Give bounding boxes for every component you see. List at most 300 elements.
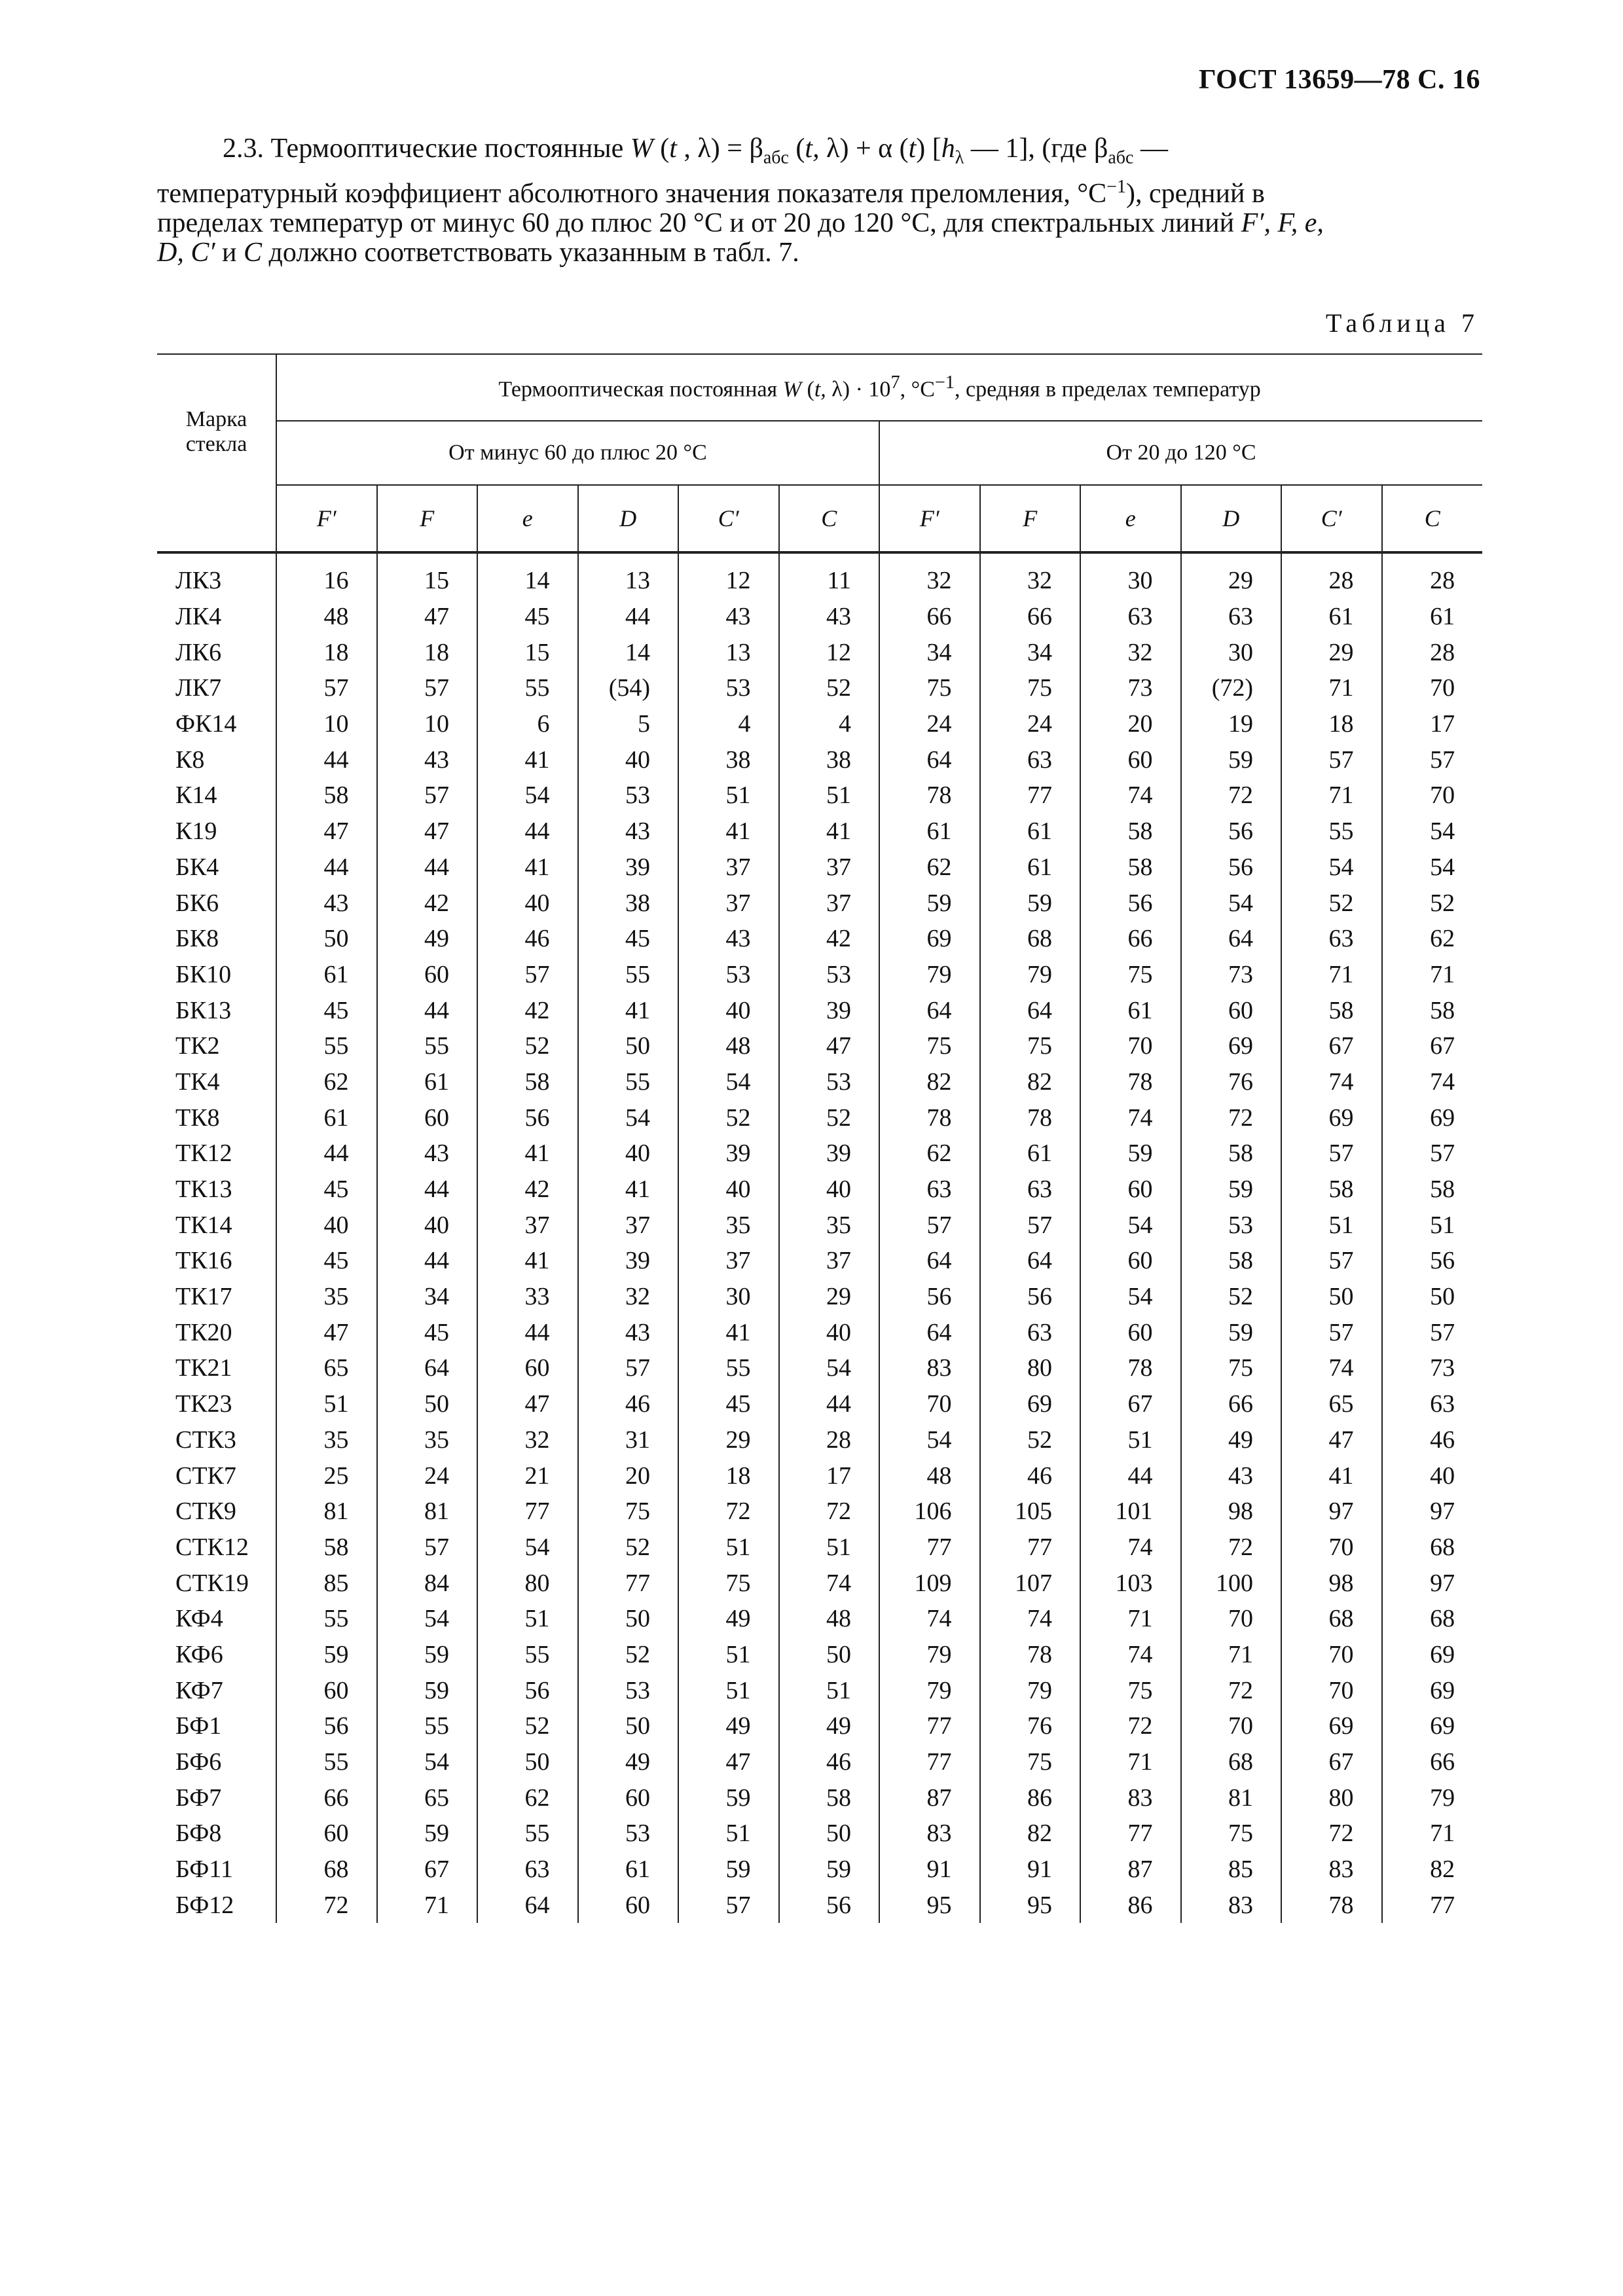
value-cell: 51 [779,778,880,814]
value-cell: 68 [1281,1601,1382,1637]
value-cell: 74 [1382,1064,1483,1100]
text-span: 2.3. Термооптические постоянные [223,134,630,164]
value-cell: 55 [477,1816,578,1852]
table-row [157,1494,1482,1530]
value-cell: 67 [1080,1386,1181,1422]
symbol-W: W [782,377,802,402]
value-cell: 32 [879,552,980,599]
value-cell: 69 [879,921,980,957]
value-cell: 48 [678,1028,779,1064]
table-row [157,599,1482,635]
header-range-2: От 20 до 120 °С [879,421,1482,485]
glass-grade-cell: ЛК3 [175,567,222,595]
value-cell: 53 [678,670,779,706]
value-cell: 52 [678,1100,779,1136]
header-range-1: От минус 60 до плюс 20 °С [276,421,879,485]
value-cell: 60 [377,1100,478,1136]
value-cell: 97 [1382,1494,1483,1530]
value-cell: 59 [879,885,980,921]
symbol-h: h [941,134,955,164]
text-span: ) [ [916,134,941,164]
value-cell: 56 [1382,1243,1483,1279]
text-span: , λ) = β [676,134,763,164]
value-cell: 53 [779,1064,880,1100]
table-row [157,1672,1482,1708]
value-cell: 61 [578,1852,679,1888]
value-cell: 54 [1080,1279,1181,1315]
value-cell: 17 [1382,706,1483,742]
glass-grade-cell: ЛК4 [175,603,222,631]
value-cell: 44 [578,599,679,635]
value-cell: 69 [1382,1100,1483,1136]
value-cell: 50 [1281,1279,1382,1315]
value-cell: 30 [678,1279,779,1315]
value-cell: 55 [578,1064,679,1100]
value-cell: 34 [377,1279,478,1315]
glass-grade-cell: ТК21 [175,1354,232,1382]
header-spectral-lines [157,485,1482,552]
value-cell: 59 [1181,1172,1282,1208]
value-cell: 51 [678,778,779,814]
value-cell: 12 [779,634,880,670]
value-cell: 18 [276,634,377,670]
value-cell: 73 [1181,957,1282,993]
value-cell: 61 [980,850,1081,886]
value-cell: 53 [1181,1207,1282,1243]
value-cell: 37 [779,850,880,886]
value-cell: 79 [879,1637,980,1673]
value-cell: 64 [477,1887,578,1923]
value-cell: 43 [1181,1458,1282,1494]
value-cell: 58 [1181,1136,1282,1172]
table-row [157,670,1482,706]
value-cell: 61 [879,814,980,850]
text-span: λ) · 10 [826,377,891,402]
value-cell: 61 [276,957,377,993]
table-row [157,1708,1482,1744]
value-cell: 52 [779,670,880,706]
value-cell: 71 [377,1887,478,1923]
value-cell: 58 [1181,1243,1282,1279]
column-header-line: C′ [1281,485,1382,552]
value-cell: 40 [477,885,578,921]
value-cell: 63 [980,1314,1081,1350]
value-cell: 58 [1281,1172,1382,1208]
value-cell: 45 [377,1314,478,1350]
value-cell: 10 [377,706,478,742]
value-cell: 74 [1080,1530,1181,1566]
value-cell: 50 [779,1637,880,1673]
value-cell: 75 [1080,1672,1181,1708]
value-cell: 82 [980,1816,1081,1852]
symbol-t: t, [814,377,826,402]
table-row [157,1028,1482,1064]
value-cell: 83 [1181,1887,1282,1923]
spectral-lines: D, C′ [157,238,215,268]
value-cell: 37 [578,1207,679,1243]
value-cell: 58 [1382,992,1483,1028]
value-cell: 69 [1181,1028,1282,1064]
table-row [157,1744,1482,1780]
value-cell: 61 [980,814,1081,850]
value-cell: 58 [1080,814,1181,850]
value-cell: 57 [1281,1243,1382,1279]
value-cell: 32 [477,1422,578,1458]
value-cell: 44 [276,742,377,778]
value-cell: 67 [1281,1028,1382,1064]
table-row [157,1530,1482,1566]
value-cell: 57 [678,1887,779,1923]
value-cell: 98 [1181,1494,1282,1530]
value-cell: 43 [678,599,779,635]
table-row [157,706,1482,742]
value-cell: 95 [980,1887,1081,1923]
value-cell: 53 [678,957,779,993]
value-cell: 58 [276,778,377,814]
value-cell: 15 [477,634,578,670]
value-cell: 64 [879,1243,980,1279]
column-header-line: C′ [678,485,779,552]
column-header-line: D [1181,485,1282,552]
value-cell: 67 [1281,1744,1382,1780]
table-row [157,1207,1482,1243]
value-cell: 72 [1181,778,1282,814]
value-cell: 80 [1281,1780,1382,1816]
value-cell: 35 [779,1207,880,1243]
value-cell: 72 [678,1494,779,1530]
value-cell: 83 [879,1816,980,1852]
value-cell: 74 [1080,1100,1181,1136]
data-table [157,353,1482,1923]
value-cell: 51 [678,1672,779,1708]
value-cell: 61 [1080,992,1181,1028]
value-cell: 78 [980,1637,1081,1673]
value-cell: 74 [1080,1637,1181,1673]
value-cell: 58 [1382,1172,1483,1208]
value-cell: 40 [779,1172,880,1208]
value-cell: 49 [678,1601,779,1637]
symbol-t: t [908,134,917,164]
value-cell: 48 [779,1601,880,1637]
value-cell: 91 [879,1852,980,1888]
value-cell: 52 [1281,885,1382,921]
value-cell: 75 [1181,1350,1282,1386]
value-cell: 106 [879,1494,980,1530]
value-cell: 60 [276,1816,377,1852]
value-cell: 19 [1181,706,1282,742]
value-cell: 44 [377,1243,478,1279]
text-span: ( [801,377,814,402]
value-cell: 79 [879,957,980,993]
text-span: λ) + α ( [819,134,909,164]
value-cell: 59 [1181,1314,1282,1350]
value-cell: 68 [1382,1601,1483,1637]
value-cell: 80 [477,1565,578,1601]
value-cell: 37 [678,1243,779,1279]
value-cell: 53 [779,957,880,993]
text-span: и [215,238,244,268]
value-cell: 78 [1080,1064,1181,1100]
value-cell: 43 [377,742,478,778]
value-cell: 41 [477,742,578,778]
column-header-line: F′ [276,485,377,552]
column-header-line: C [1382,485,1483,552]
value-cell: 47 [377,599,478,635]
value-cell: 45 [678,1386,779,1422]
value-cell: 70 [1181,1708,1282,1744]
value-cell: 46 [477,921,578,957]
value-cell: 50 [477,1744,578,1780]
superscript: −1 [1106,177,1126,198]
value-cell: 51 [678,1530,779,1566]
value-cell: 55 [377,1708,478,1744]
value-cell: 66 [1382,1744,1483,1780]
column-header-line: e [1080,485,1181,552]
value-cell: 52 [1382,885,1483,921]
value-cell: 39 [779,992,880,1028]
column-header-line: C [779,485,880,552]
value-cell: 64 [1181,921,1282,957]
table-row [157,1100,1482,1136]
value-cell: 57 [477,957,578,993]
value-cell: 52 [578,1530,679,1566]
value-cell: 24 [377,1458,478,1494]
value-cell: 54 [678,1064,779,1100]
value-cell: 37 [779,885,880,921]
value-cell: 11 [779,552,880,599]
value-cell: 50 [1382,1279,1483,1315]
value-cell: 44 [377,992,478,1028]
value-cell: 77 [879,1708,980,1744]
value-cell: 18 [678,1458,779,1494]
symbol-W: W [630,134,653,164]
page-header: ГОСТ 13659—78 С. 16 [1198,65,1480,95]
value-cell: 62 [879,850,980,886]
value-cell: 64 [879,1314,980,1350]
value-cell: 58 [276,1530,377,1566]
value-cell: 68 [980,921,1081,957]
value-cell: 33 [477,1279,578,1315]
glass-grade-cell: К14 [175,781,217,810]
value-cell: 42 [779,921,880,957]
value-cell: 24 [879,706,980,742]
value-cell: 61 [1281,599,1382,635]
value-cell: 41 [779,814,880,850]
value-cell: 50 [578,1708,679,1744]
value-cell: 52 [980,1422,1081,1458]
text-span: должно соответствовать указанным в табл. 7. [262,238,799,268]
value-cell: 16 [276,552,377,599]
value-cell: 50 [578,1028,679,1064]
value-cell: 10 [276,706,377,742]
value-cell: 41 [678,814,779,850]
value-cell: 70 [1382,670,1483,706]
value-cell: 40 [1382,1458,1483,1494]
value-cell: 44 [377,850,478,886]
value-cell: 105 [980,1494,1081,1530]
value-cell: 32 [578,1279,679,1315]
table-row [157,1565,1482,1601]
value-cell: 69 [1281,1100,1382,1136]
value-cell: 44 [276,850,377,886]
value-cell: 54 [879,1422,980,1458]
table-row [157,1279,1482,1315]
value-cell: 69 [1281,1708,1382,1744]
glass-grade-cell: БФ7 [175,1784,222,1812]
table-row [157,1422,1482,1458]
value-cell: 35 [377,1422,478,1458]
value-cell: 78 [980,1100,1081,1136]
value-cell: 42 [377,885,478,921]
value-cell: 43 [377,1136,478,1172]
value-cell: 82 [1382,1852,1483,1888]
value-cell: 79 [980,1672,1081,1708]
value-cell: 77 [578,1565,679,1601]
value-cell: 78 [879,1100,980,1136]
value-cell: 40 [578,742,679,778]
value-cell: 81 [276,1494,377,1530]
value-cell: 47 [276,1314,377,1350]
value-cell: 65 [377,1780,478,1816]
header-text: стекла [185,432,247,456]
value-cell: 35 [678,1207,779,1243]
value-cell: 72 [779,1494,880,1530]
value-cell: 57 [1382,1314,1483,1350]
value-cell: 38 [779,742,880,778]
value-cell: 49 [578,1744,679,1780]
value-cell: 44 [377,1172,478,1208]
value-cell: 71 [1382,957,1483,993]
value-cell: 46 [779,1744,880,1780]
value-cell: 79 [879,1672,980,1708]
value-cell: 87 [1080,1852,1181,1888]
value-cell: 40 [779,1314,880,1350]
value-cell: 51 [477,1601,578,1637]
value-cell: 14 [578,634,679,670]
table-row [157,1816,1482,1852]
glass-grade-cell: КФ6 [175,1640,223,1668]
table-row [157,1887,1482,1923]
value-cell: 48 [276,599,377,635]
paragraph-2-3 [157,134,1481,268]
table-row [157,1601,1482,1637]
value-cell: 40 [678,1172,779,1208]
text-span: ( [788,134,805,164]
value-cell: 86 [980,1780,1081,1816]
value-cell: 85 [1181,1852,1282,1888]
value-cell: 72 [1181,1530,1282,1566]
value-cell: 39 [779,1136,880,1172]
value-cell: 44 [1080,1458,1181,1494]
value-cell: 69 [980,1386,1081,1422]
value-cell: 29 [1181,552,1282,599]
value-cell: 60 [276,1672,377,1708]
glass-grade-cell: ТК4 [175,1067,220,1096]
glass-grade-cell: СТК3 [175,1426,236,1454]
glass-grade-cell: ТК17 [175,1283,232,1311]
value-cell: 65 [276,1350,377,1386]
value-cell: 63 [1382,1386,1483,1422]
value-cell: 54 [377,1601,478,1637]
glass-grade-cell: БК13 [175,996,232,1024]
value-cell: 49 [779,1708,880,1744]
text-span: ( [653,134,670,164]
value-cell: 38 [578,885,679,921]
value-cell: 29 [779,1279,880,1315]
value-cell: 60 [1080,1172,1181,1208]
value-cell: 46 [578,1386,679,1422]
value-cell: 45 [578,921,679,957]
value-cell: 71 [1181,1637,1282,1673]
glass-grade-cell: БК8 [175,925,219,953]
table-7 [157,353,1482,1923]
value-cell: 41 [678,1314,779,1350]
value-cell: 75 [879,670,980,706]
value-cell: 35 [276,1422,377,1458]
value-cell: 39 [678,1136,779,1172]
value-cell: 77 [980,1530,1081,1566]
value-cell: 79 [1382,1780,1483,1816]
value-cell: 82 [980,1064,1081,1100]
text-span: — [1133,134,1168,164]
value-cell: 51 [779,1672,880,1708]
table-row [157,850,1482,886]
value-cell: 69 [1382,1672,1483,1708]
value-cell: 75 [1080,957,1181,993]
value-cell: 55 [477,1637,578,1673]
value-cell: 57 [1382,742,1483,778]
value-cell: 30 [1080,552,1181,599]
value-cell: 78 [1281,1887,1382,1923]
table-row [157,1458,1482,1494]
value-cell: 34 [879,634,980,670]
value-cell: 80 [980,1350,1081,1386]
value-cell: 63 [980,742,1081,778]
value-cell: 47 [779,1028,880,1064]
value-cell: 57 [377,778,478,814]
value-cell: 51 [678,1816,779,1852]
value-cell: 54 [779,1350,880,1386]
value-cell: 52 [1181,1279,1282,1315]
value-cell: 32 [980,552,1081,599]
glass-grade-cell: СТК9 [175,1498,236,1526]
value-cell: 59 [980,885,1081,921]
value-cell: 41 [578,1172,679,1208]
value-cell: 66 [879,599,980,635]
value-cell: 68 [1382,1530,1483,1566]
table-row [157,1780,1482,1816]
value-cell: 71 [1281,778,1382,814]
text-span: — 1], (где β [964,134,1108,164]
value-cell: 61 [276,1100,377,1136]
text-span: Термооптическая постоянная [498,377,783,402]
value-cell: 14 [477,552,578,599]
value-cell: 76 [1181,1064,1282,1100]
value-cell: 47 [276,814,377,850]
value-cell: 41 [1281,1458,1382,1494]
value-cell: 71 [1080,1744,1181,1780]
value-cell: 101 [1080,1494,1181,1530]
value-cell: 75 [879,1028,980,1064]
value-cell: 31 [578,1422,679,1458]
value-cell: 47 [477,1386,578,1422]
value-cell: 62 [879,1136,980,1172]
column-header-line: F [377,485,478,552]
value-cell: 29 [1281,634,1382,670]
subscript: абс [1108,147,1134,168]
glass-grade-cell: СТК7 [175,1462,236,1490]
value-cell: 37 [678,885,779,921]
